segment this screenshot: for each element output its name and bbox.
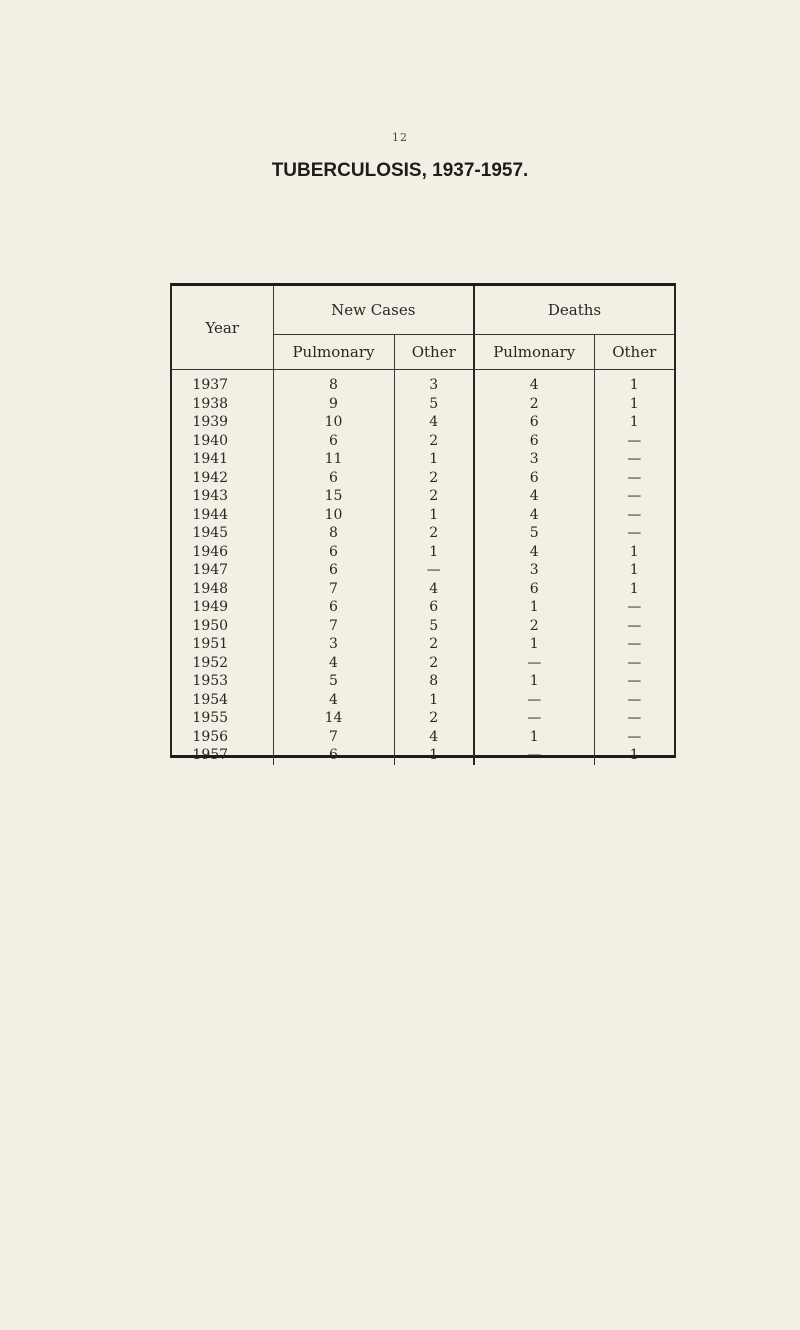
cell-year: 1945 [172,524,273,543]
cell-year: 1940 [172,432,273,451]
table-row [172,617,674,636]
cell-deaths-other: 1 [629,543,639,560]
table-row [172,654,674,673]
cell-deaths-pulmonary: 4 [474,543,594,562]
table-row [172,524,674,543]
cell-deaths-pulmonary: 1 [474,635,594,654]
cell-deaths-pulmonary: 3 [474,450,594,469]
cell-new-pulmonary: 6 [273,543,394,562]
page-title: TUBERCULOSIS, 1937-1957. [271,160,529,181]
cell-new-pulmonary: 10 [273,413,394,432]
cell-deaths-other: 1 [629,747,639,764]
cell-new-other: 1 [394,506,474,525]
cell-new-other: — [394,561,474,580]
cell-new-other: 1 [394,746,474,765]
cell-year: 1941 [172,450,273,469]
cell-deaths-other: — [627,506,642,523]
cell-year: 1957 [172,746,273,765]
cell-new-pulmonary: 6 [273,746,394,765]
cell-new-other: 6 [394,598,474,617]
cell-year: 1953 [172,672,273,691]
cell-new-pulmonary: 11 [273,450,394,469]
cell-new-pulmonary: 6 [273,469,394,488]
cell-deaths-other: — [627,469,642,486]
cell-new-pulmonary: 3 [273,635,394,654]
cell-year: 1950 [172,617,273,636]
table-row [172,635,674,654]
cell-year: 1937 [172,370,273,395]
data-table [172,286,674,765]
cell-deaths-other: — [627,654,642,671]
cell-year: 1939 [172,413,273,432]
cell-new-other: 1 [394,450,474,469]
table-row [172,487,674,506]
cell-year: 1949 [172,598,273,617]
header-new-cases-pulmonary: Pulmonary [273,335,394,370]
cell-year: 1942 [172,469,273,488]
table-row [172,395,674,414]
cell-new-pulmonary: 6 [273,561,394,580]
page-number: 12 [392,131,408,144]
cell-new-other: 3 [394,370,474,395]
cell-new-pulmonary: 8 [273,370,394,395]
cell-new-other: 1 [394,543,474,562]
table-row [172,543,674,562]
table-row [172,691,674,710]
cell-new-pulmonary: 9 [273,395,394,414]
cell-new-other: 4 [394,728,474,747]
cell-deaths-pulmonary: 4 [474,487,594,506]
table-row [172,746,674,765]
cell-new-other: 5 [394,395,474,414]
cell-deaths-pulmonary: 4 [474,370,594,395]
cell-deaths-pulmonary: 2 [474,617,594,636]
header-deaths: Deaths [474,286,674,335]
cell-deaths-other: — [627,488,642,505]
cell-deaths-other: 1 [629,395,639,412]
cell-year: 1938 [172,395,273,414]
cell-deaths-other: — [627,432,642,449]
cell-deaths-other: 1 [629,580,639,597]
table-header [172,286,674,370]
table-row [172,598,674,617]
cell-deaths-pulmonary: 6 [474,580,594,599]
cell-deaths-other: — [627,673,642,690]
table-row [172,506,674,525]
table-row [172,728,674,747]
table-row [172,561,674,580]
cell-deaths-other: — [627,636,642,653]
cell-new-pulmonary: 7 [273,617,394,636]
table-row [172,709,674,728]
cell-deaths-pulmonary: 1 [474,672,594,691]
cell-year: 1956 [172,728,273,747]
cell-year: 1948 [172,580,273,599]
cell-year: 1943 [172,487,273,506]
cell-year: 1951 [172,635,273,654]
cell-deaths-pulmonary: 6 [474,469,594,488]
table-row [172,580,674,599]
cell-deaths-other: — [627,710,642,727]
cell-deaths-pulmonary: 3 [474,561,594,580]
cell-deaths-pulmonary: — [474,709,594,728]
cell-new-other: 2 [394,487,474,506]
cell-new-other: 8 [394,672,474,691]
table-row [172,469,674,488]
cell-new-other: 2 [394,469,474,488]
cell-deaths-other: — [627,525,642,542]
cell-deaths-pulmonary: — [474,654,594,673]
cell-deaths-pulmonary: 5 [474,524,594,543]
cell-new-pulmonary: 4 [273,654,394,673]
cell-new-other: 4 [394,413,474,432]
header-deaths-other: Other [594,335,674,370]
cell-new-pulmonary: 6 [273,432,394,451]
header-year: Year [172,286,273,370]
cell-new-other: 2 [394,635,474,654]
tuberculosis-table [170,283,676,764]
cell-new-other: 4 [394,580,474,599]
cell-year: 1955 [172,709,273,728]
cell-deaths-other: — [627,728,642,745]
cell-new-pulmonary: 15 [273,487,394,506]
cell-new-other: 2 [394,709,474,728]
cell-new-pulmonary: 7 [273,728,394,747]
cell-new-pulmonary: 4 [273,691,394,710]
cell-year: 1944 [172,506,273,525]
cell-new-pulmonary: 5 [273,672,394,691]
cell-deaths-pulmonary: — [474,746,594,765]
cell-deaths-other: — [627,599,642,616]
cell-deaths-other: 1 [629,562,639,579]
cell-deaths-pulmonary: — [474,691,594,710]
cell-year: 1954 [172,691,273,710]
cell-deaths-other: 1 [629,377,639,394]
cell-deaths-pulmonary: 6 [474,413,594,432]
table-row [172,413,674,432]
cell-new-pulmonary: 7 [273,580,394,599]
cell-new-other: 2 [394,524,474,543]
table-row [172,672,674,691]
header-new-cases: New Cases [273,286,474,335]
cell-new-pulmonary: 6 [273,598,394,617]
cell-deaths-other: — [627,617,642,634]
cell-deaths-pulmonary: 4 [474,506,594,525]
header-new-cases-other: Other [394,335,474,370]
cell-deaths-pulmonary: 6 [474,432,594,451]
table-body [172,370,674,765]
cell-deaths-other: — [627,691,642,708]
cell-new-other: 2 [394,432,474,451]
cell-deaths-pulmonary: 1 [474,728,594,747]
cell-deaths-pulmonary: 2 [474,395,594,414]
header-deaths-pulmonary: Pulmonary [474,335,594,370]
cell-new-other: 2 [394,654,474,673]
cell-year: 1952 [172,654,273,673]
table-row [172,432,674,451]
cell-year: 1946 [172,543,273,562]
cell-deaths-other: — [627,451,642,468]
cell-new-other: 5 [394,617,474,636]
cell-new-other: 1 [394,691,474,710]
table-row [172,370,674,395]
cell-new-pulmonary: 8 [273,524,394,543]
cell-deaths-other: 1 [629,414,639,431]
cell-new-pulmonary: 14 [273,709,394,728]
table-row [172,450,674,469]
cell-deaths-pulmonary: 1 [474,598,594,617]
cell-year: 1947 [172,561,273,580]
cell-new-pulmonary: 10 [273,506,394,525]
